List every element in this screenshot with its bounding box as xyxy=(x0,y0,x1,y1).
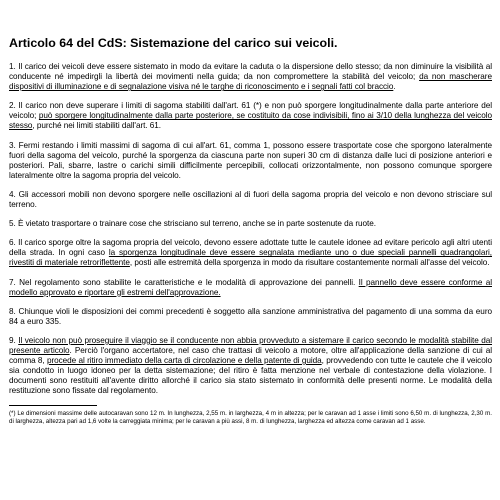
paragraph-3 xyxy=(9,141,492,181)
paragraph-9 xyxy=(9,336,492,397)
paragraph-6-underlined: la sporgenza longitudinale deve essere segnalata mediante uno o due speciali pannelli quadrangolari, rivestiti di materiale retroriflettente xyxy=(9,248,492,268)
paragraph-6 xyxy=(9,238,492,268)
paragraph-3-text: 3. Fermi restando i limiti massimi di sagoma di cui all'art. 61, comma 1, possono essere trasportate cose che sporgono lateralmente fuori della sagoma del veicolo, purché la sporgenza da ciascuna parte non superi 30 cm di distanza dalle luci di posizione anteriori e posteriori. Pali, sbarre, lastre o carichi simili difficilmente percepibili, collocati orizzontalmente, non possono comunque sporgere lateralmente oltre la sagoma propria del veicolo. xyxy=(9,140,492,180)
paragraph-8-text: 8. Chiunque violi le disposizioni dei commi precedenti è soggetto alla sanzione amministrativa del pagamento di una somma da euro 84 a euro 335. xyxy=(9,306,492,326)
paragraph-7-text: 7. Nel regolamento sono stabilite le caratteristiche e le modalità di approvazione dei pannelli. xyxy=(9,277,359,287)
paragraph-2-underlined: può sporgere longitudinalmente dalla parte posteriore, se costituito da cose indivisibili, fino ai 3/10 della lunghezza del veicolo stesso xyxy=(9,111,492,131)
paragraph-1-underlined: da non mascherare dispositivi di illuminazione e di segnalazione visiva né le targhe di riconoscimento e i segnali fatti col braccio xyxy=(9,72,492,92)
paragraph-1 xyxy=(9,62,492,92)
paragraph-5-text: 5. È vietato trasportare o trainare cose che strisciano sul terreno, anche se in parte sostenute da ruote. xyxy=(9,219,376,229)
paragraph-9-underlined-2: procede al ritiro immediato della carta di circolazione e della patente di guida xyxy=(46,356,322,366)
paragraph-6-end: , posti alle estremità della sporgenza in modo da risultare costantemente normali all'asse del veicolo. xyxy=(129,258,490,268)
paragraph-1-text: 1. Il carico dei veicoli deve essere sistemato in modo da evitare la caduta o la dispersione dello stesso; da non diminuire la visibilità al conducente né impedirgli la libertà dei movimenti nella guida; da non compromettere la stabilità del veicolo; xyxy=(9,62,492,82)
paragraph-2 xyxy=(9,101,492,131)
paragraph-8 xyxy=(9,307,492,327)
paragraph-7-underlined: Il pannello deve essere conforme al modello approvato e riportare gli estremi dell'approvazione. xyxy=(9,277,492,297)
footnote: (*) Le dimensioni massime delle autocaravan sono 12 m. In lunghezza, 2,55 m. in larghezza, 4 m in altezza; per le caravan ad 1 asse i limiti sono 6,50 m. di lunghezza, 2,30 m. di larghezza, altezza pari ad 1,6 volte la carreggiata minima; per le caravan a più assi, 8 m. di lunghezza, larghezza ed altezza come caravan ad 1 asse. xyxy=(9,410,492,426)
paragraph-9-number: 9. xyxy=(9,335,19,345)
paragraph-2-text: 2. Il carico non deve superare i limiti di sagoma stabiliti dall'art. 61 (*) e non può sporgere longitudinalmente dalla parte anteriore del veicolo; xyxy=(9,101,492,121)
paragraph-9-text-2: , provvedendo con tutte le cautele che il veicolo sia condotto in luogo idoneo per la detta sistemazione; del ritiro è fatta menzione nel verbale di contestazione della violazione. I documenti sono restituiti all'avente diritto allorché il carico sia stato sistemato in conformità delle presenti norme. Le modalità della restituzione sono fissate dal regolamento. xyxy=(9,356,492,396)
paragraph-7 xyxy=(9,278,492,298)
paragraph-1-end: . xyxy=(393,82,396,92)
footnote-divider xyxy=(9,405,97,406)
paragraph-4 xyxy=(9,190,492,210)
paragraph-2-end: , purché nei limiti stabiliti dall'art. 61. xyxy=(32,121,162,131)
page-title: Articolo 64 del CdS: Sistemazione del carico sui veicoli. xyxy=(9,36,338,50)
paragraph-6-text: 6. Il carico sporge oltre la sagoma propria del veicolo, devono essere adottate tutte le cautele idonee ad evitare pericolo agli altri utenti della strada. In ogni caso xyxy=(9,238,492,258)
paragraph-5 xyxy=(9,219,492,229)
paragraph-9-text-1: . Perciò l'organo accertatore, nel caso che trattasi di veicolo a motore, oltre all'applicazione della sanzione di cui al comma 8, xyxy=(9,345,492,366)
paragraph-4-text: 4. Gli accessori mobili non devono sporgere nelle oscillazioni al di fuori della sagoma propria del veicolo e non devono strisciare sul terreno. xyxy=(9,189,492,210)
paragraph-9-underlined-1: Il veicolo non può proseguire il viaggio se il conducente non abbia provveduto a sistemare il carico secondo le modalità stabilite dal presente articolo xyxy=(9,335,492,355)
